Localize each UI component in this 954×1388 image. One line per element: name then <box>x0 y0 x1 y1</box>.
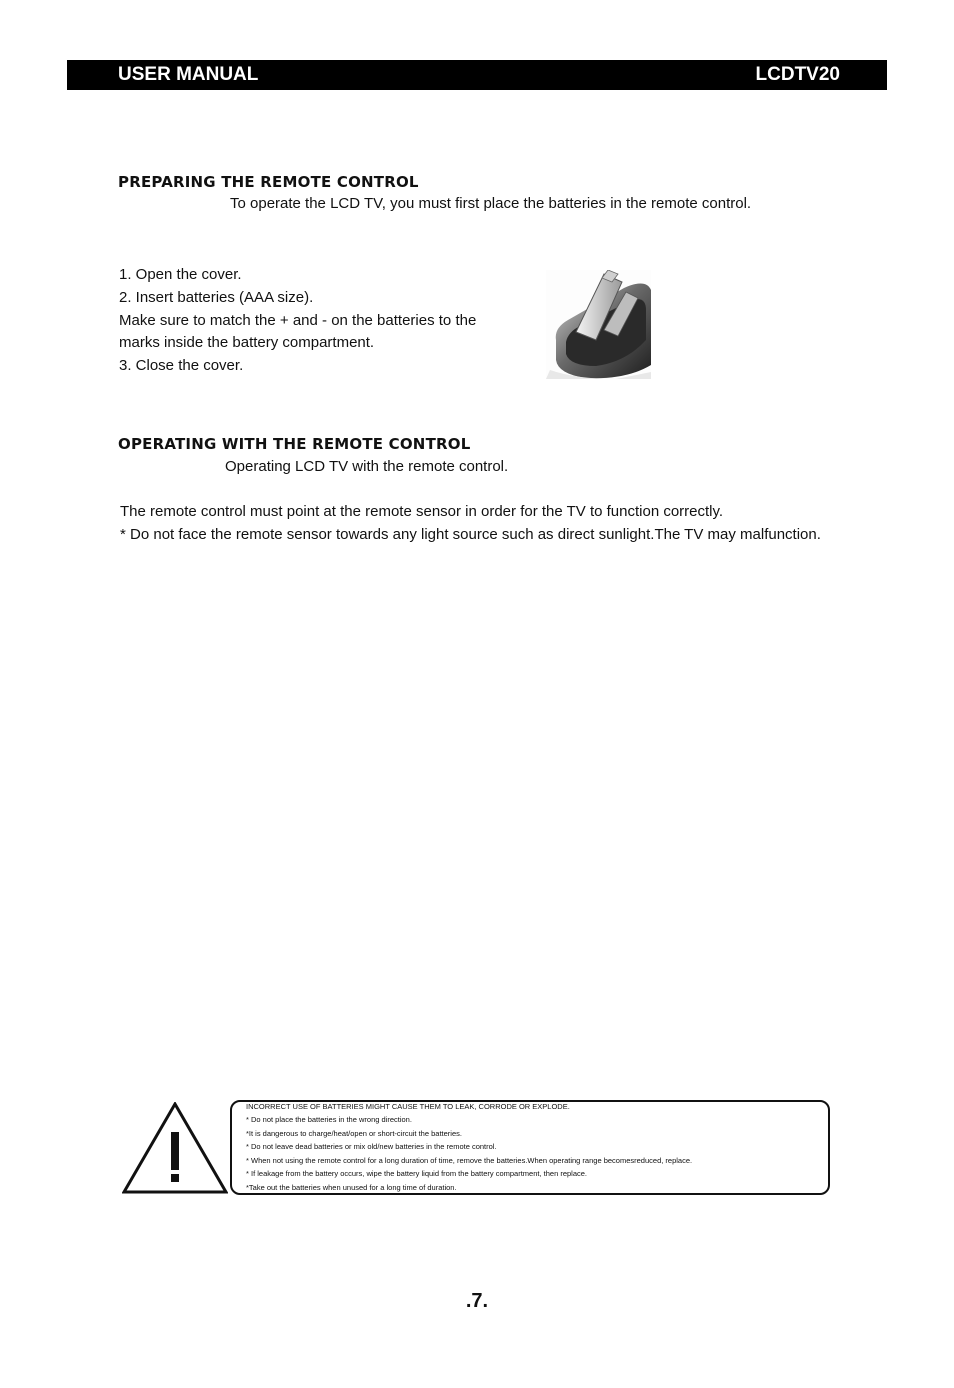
warning-line: INCORRECT USE OF BATTERIES MIGHT CAUSE THEM TO LEAK, CORRODE OR EXPLODE. <box>246 1102 570 1111</box>
header-title: USER MANUAL <box>118 64 259 85</box>
operating-intro: Operating LCD TV with the remote control. <box>225 458 509 475</box>
preparing-intro: To operate the LCD TV, you must first place the batteries in the remote control. <box>230 195 752 212</box>
warning-line: * Do not leave dead batteries or mix old/new batteries in the remote control. <box>246 1142 497 1151</box>
step-line: marks inside the battery compartment. <box>119 334 375 352</box>
header-bar <box>67 60 887 90</box>
step-line: 3. Close the cover. <box>119 357 244 375</box>
section-title-preparing: PREPARING THE REMOTE CONTROL <box>118 173 419 191</box>
warning-line: *Take out the batteries when unused for a long time of duration. <box>246 1183 457 1192</box>
step-line: 1. Open the cover. <box>119 266 242 283</box>
operating-note: The remote control must point at the remote sensor in order for the TV to function correctly. <box>120 503 724 520</box>
operating-caution: * Do not face the remote sensor towards any light source such as direct sunlight.The TV may malfunction. <box>120 526 821 543</box>
battery-steps <box>119 264 476 378</box>
warning-line: * Do not place the batteries in the wrong direction. <box>246 1115 412 1124</box>
warning-line: *It is dangerous to charge/heat/open or short-circuit the batteries. <box>246 1129 462 1138</box>
section-title-operating: OPERATING WITH THE REMOTE CONTROL <box>118 435 471 453</box>
warning-line: * If leakage from the battery occurs, wipe the battery liquid from the battery compartment, then replace. <box>246 1169 588 1178</box>
page-number: .7. <box>465 1290 489 1312</box>
warning-line: * When not using the remote control for a long duration of time, remove the batteries.When operating range becomesreduced, replace. <box>246 1156 693 1165</box>
header-model: LCDTV20 <box>755 64 840 85</box>
remote-battery-image <box>546 270 651 379</box>
step-line: 2. Insert batteries (AAA size). <box>119 288 314 306</box>
step-line: Make sure to match the + and - on the batteries to the <box>119 311 477 329</box>
warning-triangle-icon <box>122 1102 228 1194</box>
